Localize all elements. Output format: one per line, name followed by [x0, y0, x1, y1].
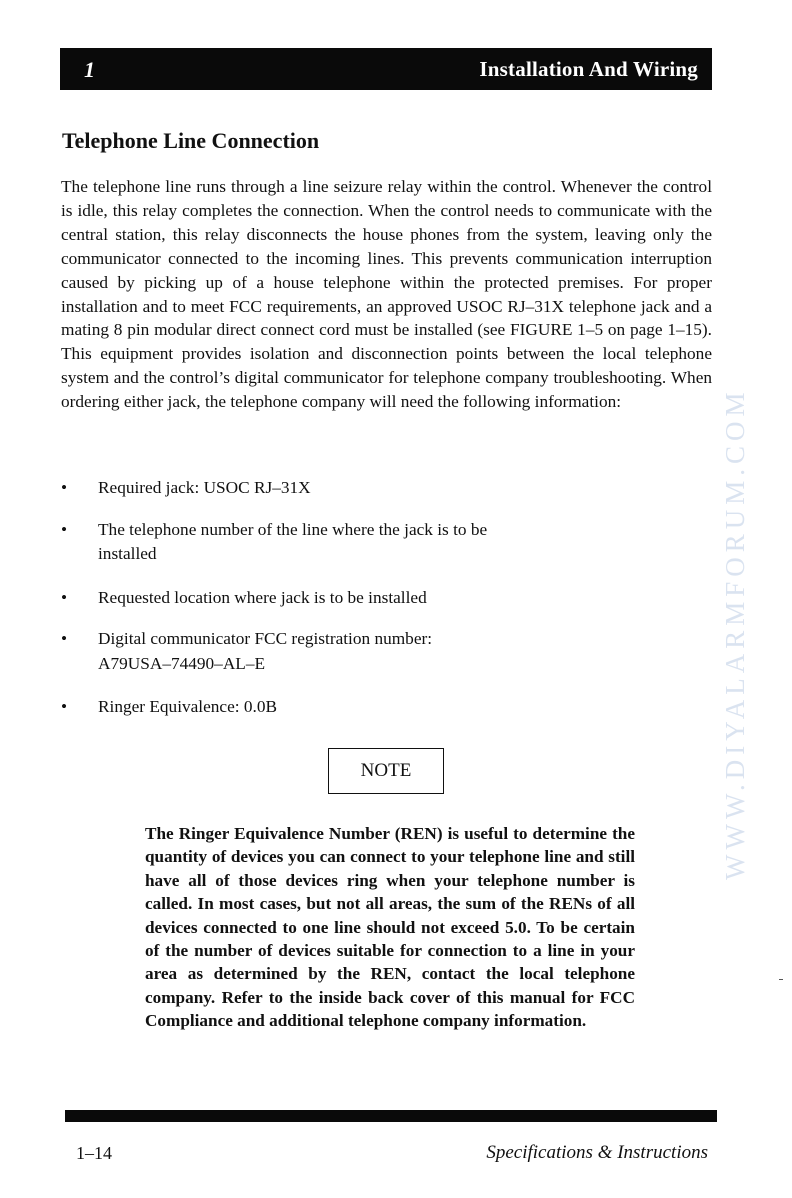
- watermark: WWW.DIYALARMFORUM.COM: [720, 387, 750, 880]
- footer-rule: [65, 1110, 717, 1122]
- list-item-text: Digital communicator FCC registration number:: [98, 629, 433, 648]
- chapter-header-bar: [60, 48, 712, 90]
- section-title: Telephone Line Connection: [62, 128, 320, 153]
- page-number: 1–14: [76, 1143, 112, 1163]
- note-label: NOTE: [360, 760, 412, 781]
- list-item-text: Required jack: USOC RJ–31X: [98, 478, 311, 497]
- list-item-text: Ringer Equivalence: 0.0B: [98, 697, 278, 716]
- list-item-telephone-number: [61, 518, 581, 567]
- note-body: The Ringer Equivalence Number (REN) is useful to determine the quantity of devices you can connect to your telephone line and still have all of those devices ring when your telephone number is called. In most cases, but not all areas, the sum of the RENs of all devices connected to one line should not exceed 5.0. To be certain of the number of devices suitable for connection to a line in your area as determined by the REN, contact the local telephone company. Refer to the inside back cover of this manual for FCC Compliance and additional telephone company information.: [145, 824, 635, 1031]
- list-item-text-continued: A79USA–74490–AL–E: [98, 653, 266, 673]
- note-label-box: [328, 748, 444, 794]
- intro-paragraph: The telephone line runs through a line seizure relay within the control. Whenever the control is idle, this relay completes the connection. When the control needs to communicate with the central station, this relay disconnects the house phones from the system, leaving only the communicator connected to the incoming lines. This prevents communication interruption caused by picking up of a house telephone within the protected premises. For proper installation and to meet FCC requirements, an approved USOC RJ–31X telephone jack and a mating 8 pin modular direct connect cord must be installed (see FIGURE 1–5 on page 1–15). This equipment provides isolation and disconnection points between the local telephone system and the control’s digital communicator for telephone company troubleshooting. When ordering either jack, the telephone company will need the following information:: [61, 177, 712, 412]
- footer-document-title: Specifications & Instructions: [486, 1142, 708, 1163]
- list-item-required-jack: [61, 476, 581, 501]
- list-item-text: The telephone number of the line where the jack is to be: [98, 519, 488, 539]
- list-item-fcc-registration: [61, 627, 581, 676]
- list-item-text-continued: installed: [98, 544, 157, 563]
- scan-mark: [779, 979, 783, 980]
- chapter-number: 1: [84, 57, 95, 82]
- chapter-title: Installation And Wiring: [479, 57, 698, 81]
- list-item-ringer-equivalence: [61, 695, 581, 720]
- requirements-list: [61, 476, 581, 737]
- list-item-location: [61, 586, 581, 611]
- list-item-text: Requested location where jack is to be installed: [98, 587, 427, 607]
